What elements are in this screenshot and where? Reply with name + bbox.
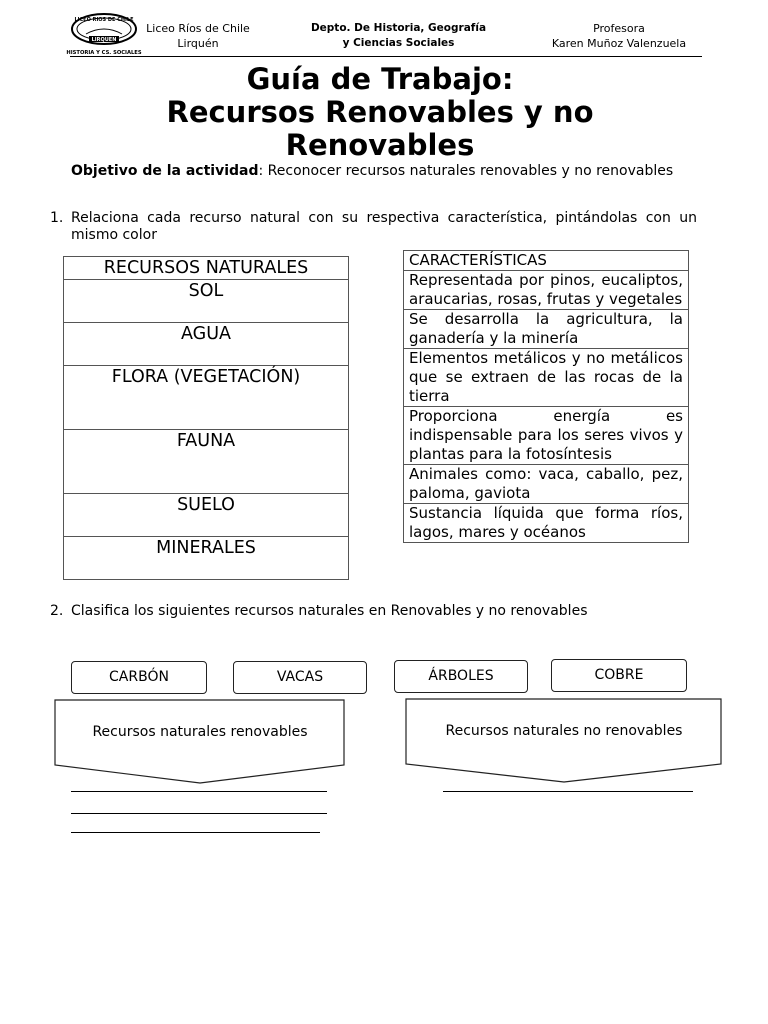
answer-line[interactable] [71,791,327,792]
question-1 [50,210,697,244]
characteristic-cell[interactable]: Elementos metálicos y no metálicos que se extraen de las rocas de la tierra [404,349,689,407]
resource-cell[interactable]: MINERALES [64,537,349,580]
title-line-1: Guía de Trabajo: [246,62,514,96]
page-title [90,63,670,162]
question-2 [50,603,697,620]
objective [71,163,697,180]
department-line-2: y Ciencias Sociales [342,37,455,49]
characteristic-cell[interactable]: Animales como: vaca, caballo, pez, paloma, gaviota [404,465,689,504]
school-logo [66,12,142,56]
resource-cell[interactable]: SUELO [64,494,349,537]
resources-header: RECURSOS NATURALES [64,257,349,280]
non-renewable-category-box [405,698,723,784]
header-divider [70,56,702,57]
logo-text-bottom: HISTORIA Y CS. SOCIALES [66,50,142,56]
school-info [142,21,254,51]
resource-cell[interactable]: FAUNA [64,430,349,494]
teacher-role: Profesora [593,22,645,35]
characteristic-cell[interactable]: Proporciona energía es indispensable para los seres vivos y plantas para la fotosíntesis [404,407,689,465]
word-card-carbon[interactable]: CARBÓN [71,661,207,694]
objective-label: Objetivo de la actividad [71,163,259,179]
question-2-number: 2. [50,603,64,619]
renewable-category-box [54,699,346,785]
characteristic-cell[interactable]: Sustancia líquida que forma ríos, lagos, mares y océanos [404,504,689,543]
non-renewable-category-label: Recursos naturales no renovables [445,723,683,739]
resources-table [63,256,349,580]
question-1-number: 1. [50,210,64,226]
logo-text-top: LICEO RIOS DE CHILE [74,17,134,23]
answer-line[interactable] [443,791,693,792]
objective-text: : Reconocer recursos naturales renovables y no renovables [258,163,674,179]
characteristics-header: CARACTERÍSTICAS [404,251,689,271]
word-card-arboles[interactable]: ÁRBOLES [394,660,528,693]
characteristics-table [403,250,689,543]
school-city: Lirquén [177,37,219,50]
resource-cell[interactable]: SOL [64,280,349,323]
word-card-vacas[interactable]: VACAS [233,661,367,694]
resource-cell[interactable]: FLORA (VEGETACIÓN) [64,366,349,430]
renewable-category-label: Recursos naturales renovables [92,724,308,740]
word-card-cobre[interactable]: COBRE [551,659,687,692]
characteristic-cell[interactable]: Representada por pinos, eucaliptos, araucarias, rosas, frutas y vegetales [404,271,689,310]
question-2-text: Clasifica los siguientes recursos naturales en Renovables y no renovables [71,603,588,619]
answer-line[interactable] [71,832,320,833]
title-line-2: Recursos Renovables y no Renovables [166,95,594,162]
logo-text-mid: LIRQUEN [91,37,117,43]
question-1-text: Relaciona cada recurso natural con su respectiva característica, pintándolas con un mismo color [71,210,697,243]
answer-line[interactable] [71,813,327,814]
department-info [296,21,501,51]
school-name: Liceo Ríos de Chile [146,22,250,35]
resource-cell[interactable]: AGUA [64,323,349,366]
department-line-1: Depto. De Historia, Geografía [310,22,487,34]
teacher-info [540,21,698,51]
characteristic-cell[interactable]: Se desarrolla la agricultura, la ganadería y la minería [404,310,689,349]
teacher-name: Karen Muñoz Valenzuela [551,37,687,50]
